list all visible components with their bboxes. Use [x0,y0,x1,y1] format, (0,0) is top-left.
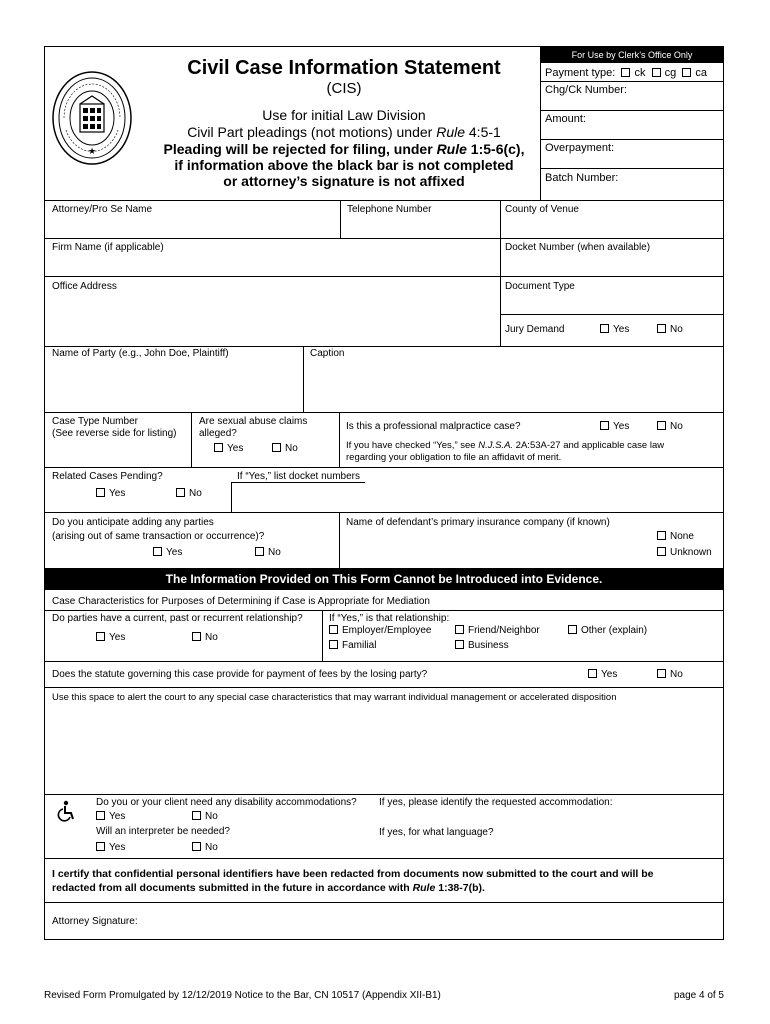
party-name-field[interactable]: Name of Party (e.g., John Doe, Plaintiff) [52,348,229,359]
amount-field[interactable]: Amount: [545,113,586,125]
county-field[interactable]: County of Venue [505,204,579,215]
rel-employer[interactable]: Employer/Employee [329,625,431,637]
certify-line2: redacted from all documents submitted in the future in accordance with Rule 1:38-7(b). [52,882,485,894]
ck-checkbox[interactable] [621,68,630,77]
header-line4: if information above the black bar is not completed [174,157,514,173]
njsa-note-2: regarding your obligation to file an affidavit of merit. [346,452,562,463]
page-number: page 4 of 5 [673,990,724,1001]
caption-field[interactable]: Caption [310,348,345,359]
header-line2: Civil Part pleadings (not motions) under Rule 4:5-1 [187,124,501,140]
interpreter-yes[interactable]: Yes [96,842,125,854]
insurance-none[interactable]: None [657,531,694,543]
case-type-label: Case Type Number [52,416,138,427]
related-list-label: If “Yes,” list docket numbers [237,471,361,482]
relationship-no[interactable]: No [192,632,218,644]
jury-demand-label: Jury Demand [505,324,565,335]
disability-no[interactable]: No [192,811,218,823]
relationship-if-label: If “Yes,” is that relationship: [329,613,450,624]
certify-line1: I certify that confidential personal identifiers have been redacted from documents now submitted to the court and will be [52,868,654,880]
interpreter-no[interactable]: No [192,842,218,854]
relationship-question: Do parties have a current, past or recurrent relationship? [52,613,303,624]
related-cases-label: Related Cases Pending? [52,471,163,482]
interpreter-question: Will an interpreter be needed? [96,826,230,837]
batch-number-field[interactable]: Batch Number: [545,172,619,184]
related-no[interactable]: No [176,488,202,500]
sexual-abuse-no[interactable]: No [272,443,298,455]
footer-revision: Revised Form Promulgated by 12/12/2019 Notice to the Bar, CN 10517 (Appendix XII-B1) [44,990,441,1001]
add-parties-no[interactable]: No [255,547,281,559]
header-line3: Pleading will be rejected for filing, under Rule 1:5-6(c), [163,141,525,157]
related-yes[interactable]: Yes [96,488,125,500]
jury-no[interactable]: No [657,324,683,336]
header-line5: or attorney’s signature is not affixed [223,173,465,189]
mediation-heading: Case Characteristics for Purposes of Determining if Case is Appropriate for Mediation [52,596,430,607]
ca-checkbox[interactable] [682,68,691,77]
add-parties-label-2: (arising out of same transaction or occurrence)? [52,531,265,542]
sexual-abuse-label: Are sexual abuse claims [199,416,308,427]
attorney-name-field[interactable]: Attorney/Pro Se Name [52,204,153,215]
svg-text:★: ★ [87,147,97,157]
court-seal-icon [50,68,134,168]
attorney-signature-field[interactable]: Attorney Signature: [52,916,138,927]
header-line1: Use for initial Law Division [262,107,426,123]
sexual-abuse-yes[interactable]: Yes [214,443,243,455]
interpreter-if-field[interactable]: If yes, for what language? [379,827,494,838]
jury-yes[interactable]: Yes [600,324,629,336]
telephone-field[interactable]: Telephone Number [347,204,432,215]
insurance-field[interactable]: Name of defendant’s primary insurance company (if known) [346,517,610,528]
add-parties-label: Do you anticipate adding any parties [52,517,214,528]
payment-type: Payment type: ck cg ca [545,67,707,79]
disability-yes[interactable]: Yes [96,811,125,823]
relationship-yes[interactable]: Yes [96,632,125,644]
njsa-note: If you have checked “Yes,” see N.J.S.A. 2A:53A-27 and applicable case law [346,440,665,451]
add-parties-yes[interactable]: Yes [153,547,182,559]
disability-question: Do you or your client need any disability accommodations? [96,797,357,808]
disability-if-field[interactable]: If yes, please identify the requested accommodation: [379,797,613,808]
fees-yes[interactable]: Yes [588,669,617,681]
form-abbr: (CIS) [326,80,362,97]
docket-field[interactable]: Docket Number (when available) [505,242,651,253]
sexual-abuse-label-2: alleged? [199,428,237,439]
malpractice-yes[interactable]: Yes [600,421,629,433]
rel-friend[interactable]: Friend/Neighbor [455,625,540,637]
overpayment-field[interactable]: Overpayment: [545,142,615,154]
fees-no[interactable]: No [657,669,683,681]
chg-ck-field[interactable]: Chg/Ck Number: [545,84,627,96]
rel-familial[interactable]: Familial [329,640,376,652]
fees-question: Does the statute governing this case provide for payment of fees by the losing party? [52,669,428,680]
cg-checkbox[interactable] [652,68,661,77]
rel-other[interactable]: Other (explain) [568,625,647,637]
rel-business[interactable]: Business [455,640,509,652]
form-title: Civil Case Information Statement [187,57,501,79]
firm-name-field[interactable]: Firm Name (if applicable) [52,242,164,253]
evidence-banner: The Information Provided on This Form Cannot be Introduced into Evidence. [44,568,724,590]
case-type-hint: (See reverse side for listing) [52,428,177,439]
office-address-field[interactable]: Office Address [52,281,117,292]
document-type-field[interactable]: Document Type [505,281,575,292]
malpractice-no[interactable]: No [657,421,683,433]
malpractice-label: Is this a professional malpractice case? [346,421,521,432]
special-characteristics-field[interactable]: Use this space to alert the court to any special case characteristics that may warrant individual management or accelerated disposition [52,692,617,703]
clerk-heading: For Use by Clerk’s Office Only [540,47,724,63]
insurance-unknown[interactable]: Unknown [657,547,712,559]
wheelchair-icon [57,800,77,822]
